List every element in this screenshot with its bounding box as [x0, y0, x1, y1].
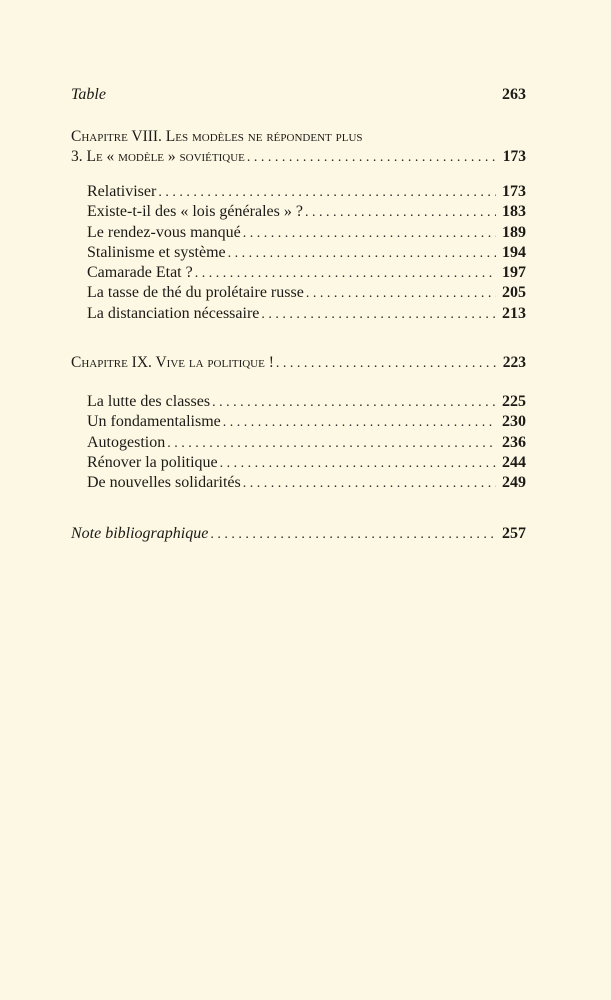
entry-page: 213 — [502, 304, 526, 322]
entry-page: 236 — [502, 433, 526, 451]
dot-leader — [158, 183, 496, 202]
toc-entry — [71, 223, 526, 243]
entry-page: 197 — [502, 264, 526, 282]
page-number: 263 — [502, 86, 526, 103]
toc-section-row — [71, 147, 526, 167]
chapter-ix-heading: Chapitre IX. Vive la politique ! — [71, 354, 274, 371]
entry-page: 244 — [502, 453, 526, 471]
toc-entry — [71, 283, 526, 303]
dot-leader — [228, 244, 496, 263]
toc-entry — [71, 304, 526, 324]
dot-leader — [210, 525, 496, 544]
toc-entry — [71, 182, 526, 202]
entry-label: Relativiser — [87, 183, 157, 200]
entry-page: 225 — [502, 393, 526, 410]
toc-entry — [71, 243, 526, 263]
running-head-title: Table — [71, 86, 106, 103]
entry-page: 205 — [502, 284, 526, 302]
entry-page: 189 — [502, 223, 526, 241]
entry-label: La distanciation nécessaire — [87, 304, 260, 322]
toc-entry — [71, 433, 526, 453]
entry-page: 249 — [502, 474, 526, 492]
entry-label: Autogestion — [87, 433, 166, 451]
entry-label: Rénover la politique — [87, 453, 218, 471]
dot-leader — [243, 474, 496, 493]
entry-label: Camarade Etat ? — [87, 264, 193, 282]
dot-leader — [167, 434, 496, 453]
entry-label: De nouvelles solidarités — [87, 474, 241, 492]
toc-chapter-ix-entries — [71, 392, 526, 493]
dot-leader — [195, 264, 496, 283]
dot-leader — [276, 354, 496, 373]
entry-page: 230 — [502, 413, 526, 431]
toc-entry — [71, 412, 526, 432]
section-label: 3. Le « modèle » soviétique — [71, 148, 245, 165]
entry-label: La tasse de thé du prolétaire russe — [87, 284, 304, 302]
bibliography-label: Note bibliographique — [71, 525, 209, 542]
bibliography-row — [71, 524, 526, 544]
dot-leader — [223, 413, 496, 432]
entry-label: Le rendez-vous manqué — [87, 223, 241, 241]
entry-page: 173 — [502, 183, 526, 200]
entry-page: 183 — [502, 203, 526, 221]
entry-page: 194 — [502, 243, 526, 261]
dot-leader — [212, 393, 496, 412]
toc-chapter-viii-entries — [71, 182, 526, 324]
dot-leader — [306, 284, 496, 303]
section-page: 173 — [502, 148, 526, 165]
chapter-ix-page: 223 — [502, 354, 526, 371]
toc-entry — [71, 202, 526, 222]
running-header — [71, 86, 526, 104]
toc-entry — [71, 263, 526, 283]
toc-chapter-ix — [71, 353, 526, 373]
dot-leader — [247, 148, 496, 167]
toc-entry — [71, 392, 526, 412]
dot-leader — [305, 203, 496, 222]
dot-leader — [261, 305, 496, 324]
chapter-viii-heading: Chapitre VIII. Les modèles ne répondent plus — [71, 128, 363, 145]
toc-bibliography — [71, 524, 526, 544]
bibliography-page: 257 — [502, 525, 526, 542]
dot-leader — [243, 224, 496, 243]
entry-label: Existe-t-il des « lois générales » ? — [87, 203, 303, 221]
chapter-ix-heading-row — [71, 353, 526, 373]
dot-leader — [220, 454, 496, 473]
entry-label: Un fondamentalisme — [87, 413, 221, 431]
toc-entry — [71, 453, 526, 473]
entry-label: Stalinisme et système — [87, 243, 226, 261]
toc-entry — [71, 473, 526, 493]
entry-label: La lutte des classes — [87, 393, 211, 410]
toc-chapter-viii — [71, 127, 526, 167]
